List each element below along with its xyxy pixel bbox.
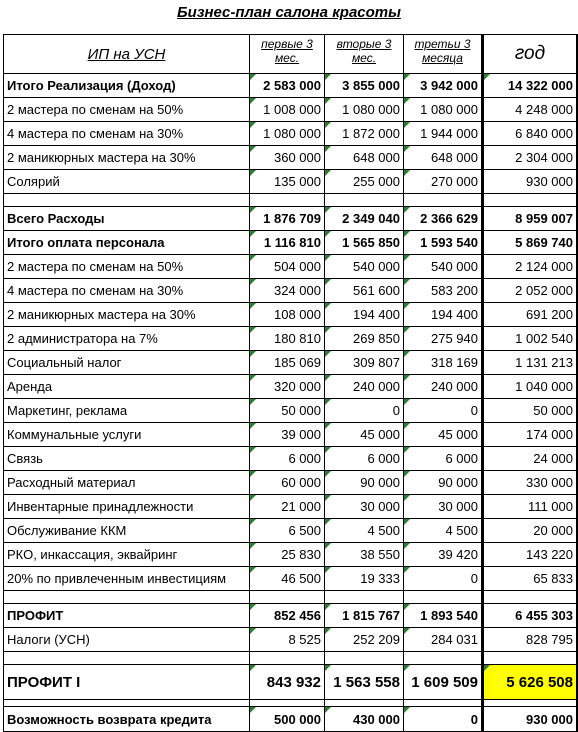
cell-q1[interactable]: 320 000 bbox=[250, 375, 325, 399]
cell-q1[interactable]: 843 932 bbox=[250, 665, 325, 700]
cell-q3[interactable]: 45 000 bbox=[404, 423, 483, 447]
cell-q2[interactable]: 430 000 bbox=[325, 707, 404, 732]
empty-cell[interactable] bbox=[404, 652, 483, 665]
table-row bbox=[4, 543, 578, 567]
cell-year[interactable]: 1 040 000 bbox=[483, 375, 578, 399]
cell-year-highlighted[interactable]: 5 626 508 bbox=[483, 665, 578, 700]
cell-q1[interactable]: 1 008 000 bbox=[250, 98, 325, 122]
cell-q3[interactable]: 90 000 bbox=[404, 471, 483, 495]
row-label[interactable]: Маркетинг, реклама bbox=[4, 399, 250, 423]
cell-q1[interactable]: 2 583 000 bbox=[250, 74, 325, 98]
cell-q1[interactable]: 46 500 bbox=[250, 567, 325, 591]
row-label[interactable]: Расходный материал bbox=[4, 471, 250, 495]
spacer-row bbox=[4, 652, 578, 665]
table-row bbox=[4, 279, 578, 303]
cell-q1[interactable]: 360 000 bbox=[250, 146, 325, 170]
cell-q2[interactable]: 194 400 bbox=[325, 303, 404, 327]
cell-q3[interactable]: 240 000 bbox=[404, 375, 483, 399]
table-row bbox=[4, 74, 578, 98]
table-row bbox=[4, 665, 578, 700]
row-label[interactable]: Возможность возврата кредита bbox=[4, 707, 250, 732]
empty-cell[interactable] bbox=[250, 652, 325, 665]
cell-q2[interactable]: 3 855 000 bbox=[325, 74, 404, 98]
header-name[interactable]: ИП на УСН bbox=[4, 35, 250, 74]
cell-q2[interactable]: 255 000 bbox=[325, 170, 404, 194]
cell-q2[interactable]: 269 850 bbox=[325, 327, 404, 351]
cell-q2[interactable]: 1 563 558 bbox=[325, 665, 404, 700]
cell-q2[interactable]: 0 bbox=[325, 399, 404, 423]
cell-q2[interactable]: 30 000 bbox=[325, 495, 404, 519]
row-label[interactable]: Аренда bbox=[4, 375, 250, 399]
row-label[interactable]: 20% по привлеченным инвестициям bbox=[4, 567, 250, 591]
cell-q3[interactable]: 270 000 bbox=[404, 170, 483, 194]
cell-q1[interactable]: 39 000 bbox=[250, 423, 325, 447]
cell-q2[interactable]: 240 000 bbox=[325, 375, 404, 399]
cell-q2[interactable]: 1 815 767 bbox=[325, 604, 404, 628]
empty-cell[interactable] bbox=[4, 700, 250, 707]
table-row bbox=[4, 519, 578, 543]
cell-year[interactable]: 14 322 000 bbox=[483, 74, 578, 98]
cell-q3[interactable]: 1 944 000 bbox=[404, 122, 483, 146]
cell-q2[interactable]: 309 807 bbox=[325, 351, 404, 375]
cell-q2[interactable]: 90 000 bbox=[325, 471, 404, 495]
cell-q2[interactable]: 19 333 bbox=[325, 567, 404, 591]
row-label[interactable]: Связь bbox=[4, 447, 250, 471]
row-label[interactable]: Солярий bbox=[4, 170, 250, 194]
cell-q1[interactable]: 1 876 709 bbox=[250, 207, 325, 231]
empty-cell[interactable] bbox=[325, 194, 404, 207]
row-label[interactable]: 2 мастера по сменам на 50% bbox=[4, 255, 250, 279]
table-row bbox=[4, 604, 578, 628]
cell-year[interactable]: 828 795 bbox=[483, 628, 578, 652]
table-row bbox=[4, 231, 578, 255]
cell-year[interactable]: 4 248 000 bbox=[483, 98, 578, 122]
cell-q1[interactable]: 108 000 bbox=[250, 303, 325, 327]
cell-year[interactable]: 930 000 bbox=[483, 170, 578, 194]
row-label[interactable]: Итого оплата персонала bbox=[4, 231, 250, 255]
cell-year[interactable]: 5 869 740 bbox=[483, 231, 578, 255]
cell-q1[interactable]: 6 500 bbox=[250, 519, 325, 543]
row-label[interactable]: 2 администратора на 7% bbox=[4, 327, 250, 351]
empty-cell[interactable] bbox=[483, 700, 578, 707]
cell-q1[interactable]: 60 000 bbox=[250, 471, 325, 495]
table-row bbox=[4, 375, 578, 399]
cell-year[interactable]: 111 000 bbox=[483, 495, 578, 519]
empty-cell[interactable] bbox=[250, 194, 325, 207]
cell-q1[interactable]: 1 116 810 bbox=[250, 231, 325, 255]
spacer-row bbox=[4, 591, 578, 604]
cell-q3[interactable]: 1 080 000 bbox=[404, 98, 483, 122]
cell-year[interactable]: 930 000 bbox=[483, 707, 578, 732]
row-label[interactable]: Налоги (УСН) bbox=[4, 628, 250, 652]
cell-q2[interactable]: 561 600 bbox=[325, 279, 404, 303]
cell-q3[interactable]: 30 000 bbox=[404, 495, 483, 519]
header-period-2[interactable]: вторые 3 мес. bbox=[325, 35, 404, 74]
cell-q1[interactable]: 1 080 000 bbox=[250, 122, 325, 146]
cell-year[interactable]: 6 455 303 bbox=[483, 604, 578, 628]
empty-cell[interactable] bbox=[325, 591, 404, 604]
cell-q3[interactable]: 583 200 bbox=[404, 279, 483, 303]
cell-q1[interactable]: 8 525 bbox=[250, 628, 325, 652]
table-row bbox=[4, 170, 578, 194]
row-label[interactable]: 2 мастера по сменам на 50% bbox=[4, 98, 250, 122]
table-row bbox=[4, 399, 578, 423]
row-label[interactable]: Инвентарные принадлежности bbox=[4, 495, 250, 519]
spacer-row bbox=[4, 700, 578, 707]
cell-q3[interactable]: 1 609 509 bbox=[404, 665, 483, 700]
empty-cell[interactable] bbox=[483, 652, 578, 665]
cell-q3[interactable]: 1 893 540 bbox=[404, 604, 483, 628]
table-row bbox=[4, 628, 578, 652]
cell-q3[interactable]: 0 bbox=[404, 567, 483, 591]
table-row bbox=[4, 423, 578, 447]
row-label[interactable]: Социальный налог bbox=[4, 351, 250, 375]
cell-q3[interactable]: 6 000 bbox=[404, 447, 483, 471]
row-label[interactable]: 4 мастера по сменам на 30% bbox=[4, 122, 250, 146]
table-row bbox=[4, 207, 578, 231]
cell-q2[interactable]: 252 209 bbox=[325, 628, 404, 652]
cell-q3[interactable]: 318 169 bbox=[404, 351, 483, 375]
cell-q3[interactable]: 0 bbox=[404, 399, 483, 423]
table-row bbox=[4, 327, 578, 351]
cell-q2[interactable]: 1 080 000 bbox=[325, 98, 404, 122]
row-label[interactable]: 2 маникюрных мастера на 30% bbox=[4, 303, 250, 327]
row-label[interactable]: ПРОФИТ I bbox=[4, 665, 250, 700]
cell-q1[interactable]: 50 000 bbox=[250, 399, 325, 423]
cell-year[interactable]: 143 220 bbox=[483, 543, 578, 567]
header-year[interactable]: год bbox=[483, 35, 578, 74]
cell-q3[interactable]: 1 593 540 bbox=[404, 231, 483, 255]
header-period-3[interactable]: третьи 3 месяца bbox=[404, 35, 483, 74]
empty-cell[interactable] bbox=[4, 194, 250, 207]
cell-q3[interactable]: 39 420 bbox=[404, 543, 483, 567]
header-period-1[interactable]: первые 3 мес. bbox=[250, 35, 325, 74]
row-label[interactable]: ПРОФИТ bbox=[4, 604, 250, 628]
cell-year[interactable]: 8 959 007 bbox=[483, 207, 578, 231]
empty-cell[interactable] bbox=[250, 591, 325, 604]
empty-cell[interactable] bbox=[483, 591, 578, 604]
table-row bbox=[4, 122, 578, 146]
cell-q3[interactable]: 540 000 bbox=[404, 255, 483, 279]
cell-q2[interactable]: 45 000 bbox=[325, 423, 404, 447]
table-row bbox=[4, 303, 578, 327]
cell-q3[interactable]: 0 bbox=[404, 707, 483, 732]
cell-q2[interactable]: 540 000 bbox=[325, 255, 404, 279]
table-row bbox=[4, 567, 578, 591]
cell-q1[interactable]: 135 000 bbox=[250, 170, 325, 194]
cell-q2[interactable]: 38 550 bbox=[325, 543, 404, 567]
table-row bbox=[4, 707, 578, 732]
cell-q1[interactable]: 324 000 bbox=[250, 279, 325, 303]
cell-q1[interactable]: 6 000 bbox=[250, 447, 325, 471]
empty-cell[interactable] bbox=[325, 700, 404, 707]
row-label[interactable]: Коммунальные услуги bbox=[4, 423, 250, 447]
cell-q3[interactable]: 275 940 bbox=[404, 327, 483, 351]
cell-year[interactable]: 1 131 213 bbox=[483, 351, 578, 375]
table-row bbox=[4, 471, 578, 495]
row-label[interactable]: Итого Реализация (Доход) bbox=[4, 74, 250, 98]
table-row bbox=[4, 351, 578, 375]
empty-cell[interactable] bbox=[4, 591, 250, 604]
cell-q1[interactable]: 500 000 bbox=[250, 707, 325, 732]
table-row bbox=[4, 146, 578, 170]
row-label[interactable]: Всего Расходы bbox=[4, 207, 250, 231]
cell-year[interactable]: 6 840 000 bbox=[483, 122, 578, 146]
cell-q2[interactable]: 1 872 000 bbox=[325, 122, 404, 146]
table-row bbox=[4, 447, 578, 471]
table-row bbox=[4, 98, 578, 122]
cell-q1[interactable]: 180 810 bbox=[250, 327, 325, 351]
cell-year[interactable]: 20 000 bbox=[483, 519, 578, 543]
cell-q2[interactable]: 2 349 040 bbox=[325, 207, 404, 231]
cell-q2[interactable]: 6 000 bbox=[325, 447, 404, 471]
cell-year[interactable]: 2 304 000 bbox=[483, 146, 578, 170]
cell-q1[interactable]: 185 069 bbox=[250, 351, 325, 375]
cell-year[interactable]: 330 000 bbox=[483, 471, 578, 495]
cell-year[interactable]: 24 000 bbox=[483, 447, 578, 471]
empty-cell[interactable] bbox=[4, 652, 250, 665]
cell-year[interactable]: 174 000 bbox=[483, 423, 578, 447]
header-row bbox=[4, 35, 578, 74]
cell-year[interactable]: 50 000 bbox=[483, 399, 578, 423]
row-label[interactable]: РКО, инкассация, эквайринг bbox=[4, 543, 250, 567]
spacer-row bbox=[4, 194, 578, 207]
cell-q1[interactable]: 21 000 bbox=[250, 495, 325, 519]
row-label[interactable]: 4 мастера по сменам на 30% bbox=[4, 279, 250, 303]
row-label[interactable]: Обслуживание ККМ bbox=[4, 519, 250, 543]
cell-q1[interactable]: 25 830 bbox=[250, 543, 325, 567]
cell-q2[interactable]: 648 000 bbox=[325, 146, 404, 170]
cell-q3[interactable]: 3 942 000 bbox=[404, 74, 483, 98]
cell-q3[interactable]: 194 400 bbox=[404, 303, 483, 327]
cell-year[interactable]: 2 124 000 bbox=[483, 255, 578, 279]
empty-cell[interactable] bbox=[404, 194, 483, 207]
cell-q1[interactable]: 504 000 bbox=[250, 255, 325, 279]
sheet-title: Бизнес-план салона красоты bbox=[177, 4, 401, 21]
cell-q3[interactable]: 2 366 629 bbox=[404, 207, 483, 231]
cell-q3[interactable]: 4 500 bbox=[404, 519, 483, 543]
cell-year[interactable]: 691 200 bbox=[483, 303, 578, 327]
cell-year[interactable]: 1 002 540 bbox=[483, 327, 578, 351]
empty-cell[interactable] bbox=[483, 194, 578, 207]
cell-q2[interactable]: 4 500 bbox=[325, 519, 404, 543]
empty-cell[interactable] bbox=[325, 652, 404, 665]
cell-q3[interactable]: 648 000 bbox=[404, 146, 483, 170]
empty-cell[interactable] bbox=[404, 591, 483, 604]
table-row bbox=[4, 495, 578, 519]
empty-cell[interactable] bbox=[404, 700, 483, 707]
cell-q3[interactable]: 284 031 bbox=[404, 628, 483, 652]
row-label[interactable]: 2 маникюрных мастера на 30% bbox=[4, 146, 250, 170]
cell-q1[interactable]: 852 456 bbox=[250, 604, 325, 628]
cell-year[interactable]: 2 052 000 bbox=[483, 279, 578, 303]
empty-cell[interactable] bbox=[250, 700, 325, 707]
cell-year[interactable]: 65 833 bbox=[483, 567, 578, 591]
cell-q2[interactable]: 1 565 850 bbox=[325, 231, 404, 255]
business-plan-table bbox=[3, 34, 578, 732]
table-row bbox=[4, 255, 578, 279]
